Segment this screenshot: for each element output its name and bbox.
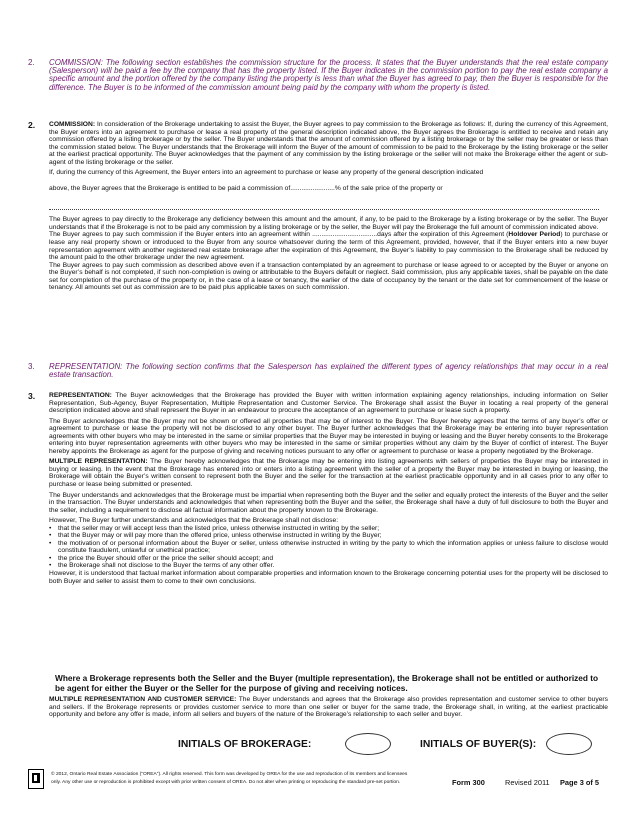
copyright-line: only. Any other use or reproduction is prohibited except with prior written consent of OREA. Do not alter when printing or reproducing the standard pre-set portion. — [51, 780, 401, 785]
representation-body — [49, 392, 608, 585]
commission-rate-line: above, the Buyer agrees that the Brokerage is entitled to be paid a commission of........................% of the sale price of the property or — [49, 184, 443, 192]
holdover-period-label: Holdover Period — [508, 231, 561, 239]
representation-paragraph: The Buyer acknowledges that the Buyer may not be shown or offered all properties that may be of interest to the Buyer. The Buyer hereby agrees that the terms of any buyer’s offer or agreement to purchase or lease the property will not be disclosed to any other buyer. The Buyer further acknowledges that the Brokerage may be entering into buyer representation agreements with other buyers who may be interested in the same or similar properties that the Buyer may be interested in buying or leasing and the Buyer hereby consents to the Brokerage entering into buyer representation agreements with other buyers who may be interested in the same or similar properties without any claim by the Buyer of conflict of interest. The Buyer hereby appoints the Brokerage as agent for the purpose of giving and receiving notices pursuant to any offer or agreement to purchase or lease a property negotiated by the Brokerage. — [49, 417, 608, 455]
commission-body — [49, 121, 608, 292]
commission-blank-line[interactable] — [49, 204, 599, 210]
holdover-paragraph — [49, 231, 608, 261]
representation-paragraph: The Buyer understands and acknowledges that the Brokerage must be impartial when representing both the Buyer and the seller and equally protect the interests of the Buyer and the seller in the transaction. The Buyer understands and acknowledges that when representing both the Buyer and the seller, the Brokerage shall have a duty of full disclosure to both the Buyer and the seller, including a requirement to disclose all factual information about the property known to the Brokerage. — [49, 491, 608, 514]
form-number: Form 300 — [452, 778, 485, 787]
page-indicator: Page 3 of 5 — [560, 778, 600, 787]
section-number: 2. — [28, 58, 35, 67]
commission-paragraph: If, during the currency of this Agreement, the Buyer enters into an agreement to purchase or lease any property of the general description indicated — [49, 169, 484, 177]
mrcs-text: The Buyer understands and agrees that the Brokerage also provides representation and customer service to other buyers and sellers. If the Brokerage represents or provides customer service to more than one seller or buyer for the same trade, the Brokerage shall, in writing, at the earliest practicable opportunity and before any offer is made, inform all sellers and buyers of the nature of the Brokerage’s relationship to each seller and buyer. — [49, 696, 608, 719]
mrcs-paragraph — [49, 696, 608, 719]
list-item: • the motivation of or personal information about the Buyer or seller, unless otherwise instructed in writing by the party to which the information applies or unless failure to disclose would constitute fraudulent, unlawful or unethical practice; — [49, 540, 608, 555]
commission-paragraph: In consideration of the Brokerage undertaking to assist the Buyer, the Buyer agrees to pay commission to the Brokerage as follows: If, during the currency of this Agreement, the Buyer enters into an agreement to purchase or lease a real property of the general description indicated above, the Buyer agrees the Brokerage is entitled to receive and retain any commission offered by a listing brokerage or by the seller. The Buyer understands that the amount of commission offered by a listing brokerage or by the seller may be greater or less than the commission stated below. The Buyer understands that the Brokerage will inform the Buyer of the amount of commission to be paid to the Brokerage by the listing brokerage or the seller at the earliest practical opportunity. The Buyer acknowledges that the payment of any commission by the listing brokerage or the seller will not make the Brokerage either the agent or sub-agent of the listing brokerage or the seller. — [49, 121, 608, 166]
brokerage-initials-field[interactable] — [345, 733, 391, 755]
realtor-logo-icon — [28, 769, 44, 789]
commission-explanation-text: COMMISSION: The following section establishes the commission structure for the process. It states that the Buyer understands that the real estate company (Salesperson) will be paid a fee by the company that has the property listed. If the Buyer indicates in the commission portion to pay the real estate company a specific amount and the portion offered by the company listing the property is less than what the Buyer has agreed to pay, then the Buyer is responsible for the difference. The Buyer is to be informed of the commission amount being paid by the company with whom the property is listed. — [49, 58, 608, 92]
section-number: 2. — [28, 120, 36, 130]
list-item: • the Brokerage shall not disclose to the Buyer the terms of any other offer. — [49, 562, 608, 570]
buyer-initials-field[interactable] — [546, 733, 592, 755]
section-number: 3. — [28, 391, 36, 401]
list-item: • that the Buyer may or will pay more than the offered price, unless otherwise instructed in writing by the Buyer; — [49, 532, 608, 540]
subsection-heading: MULTIPLE REPRESENTATION AND CUSTOMER SERVICE: — [49, 696, 237, 703]
buyer-initials-label: INITIALS OF BUYER(S): — [420, 739, 537, 750]
disclosure-intro: However, The Buyer further understands and acknowledges that the Brokerage shall not disclose: — [49, 517, 339, 525]
list-item: • that the seller may or will accept less than the listed price, unless otherwise instructed in writing by the seller; — [49, 525, 608, 533]
commission-paragraph: The Buyer agrees to pay such commission as described above even if a transaction contemplated by an agreement to purchase or lease agreed to or accepted by the Buyer or anyone on the Buyer’s behalf is not completed, if such non-completion is owing or attributable to the Buyers default or neglect. Said commission, plus any applicable taxes, shall be payable on the date set for completion of the purchase of the property or, in the case of a lease or tenancy, the earlier of the date of occupancy by the tenant or the date set for commencement of the lease or tenancy. All amounts set out as commission are to be paid plus applicable taxes on such commission. — [49, 261, 608, 292]
revision-date: Revised 2011 — [505, 778, 550, 787]
multiple-representation-warning: Where a Brokerage represents both the Seller and the Buyer (multiple representation), the Brokerage shall not be entitled or authorized to be agent for either the Buyer or the Seller for the purpose of giving and receiving notices. — [55, 673, 599, 693]
section-heading: COMMISSION: — [49, 121, 96, 128]
brokerage-initials-label: INITIALS OF BROKERAGE: — [178, 739, 312, 750]
copyright-line: © 2012, Ontario Real Estate Association (“OREA”). All rights reserved. This form was developed by OREA for the use and reproduction of its members and licensees — [51, 772, 408, 777]
section-heading: REPRESENTATION: — [49, 392, 112, 399]
holdover-text: The Buyer agrees to pay such commission if the Buyer enters into an agreement within ...................................days after the expiration of this Agreement ( — [49, 231, 509, 239]
commission-paragraph: The Buyer agrees to pay directly to the Brokerage any deficiency between this amount and the amount, if any, to be paid to the Brokerage by a listing brokerage or by the seller. The Buyer understands that if the Brokerage is not to be paid any commission by a listing brokerage or by the seller, the Buyer will pay the Brokerage the full amount of commission indicated above. — [49, 216, 608, 231]
disclosure-list — [49, 525, 608, 570]
representation-paragraph: However, it is understood that factual market information about comparable properties and information known to the Brokerage concerning potential uses for the property will be disclosed to both Buyer and seller to assist them to come to their own conclusions. — [49, 570, 608, 585]
list-item: • the price the Buyer should offer or the price the seller should accept; and — [49, 555, 608, 563]
multiple-representation-text: The Buyer hereby acknowledges that the Brokerage may be entering into listing agreements with sellers of properties the Buyer may be interested in buying or leasing. In the event that the Brokerage has entered into or enters into a listing agreement with the seller of a property the Buyer may be interested in buying or leasing, the Brokerage will obtain the Buyer’s written consent to represent both the Buyer and the seller for the transaction at the earliest practicable opportunity and in all cases prior to any offer to purchase or lease being submitted or presented. — [49, 458, 608, 489]
representation-paragraph: The Buyer acknowledges that the Brokerage has provided the Buyer with written information explaining agency relationships, including information on Seller Representation, Sub-Agency, Buyer Representation, Multiple Representation and Customer Service. The Brokerage shall assist the Buyer in locating a real property of the general description indicated above and shall represent the Buyer in an endeavour to procure the acceptance of an agreement to purchase or lease such a property. — [49, 392, 608, 415]
section-number: 3. — [28, 362, 35, 371]
representation-explanation-text: REPRESENTATION: The following section confirms that the Salesperson has explained the different types of agency relationships that may occur in a real estate transaction. — [49, 362, 608, 380]
holdover-text: ) to purchase or lease any real property shown or introduced to the Buyer from any source whatsoever during the term of this Agreement, provided, however, that if the Buyer enters into a new buyer representation agreement with another registered real estate brokerage after the expiration of this Agreement, the Buyer’s liability to pay commission to the Brokerage shall be reduced by the amount paid to the other brokerage under the new agreement. — [49, 231, 608, 262]
subsection-heading: MULTIPLE REPRESENTATION: — [49, 458, 148, 466]
